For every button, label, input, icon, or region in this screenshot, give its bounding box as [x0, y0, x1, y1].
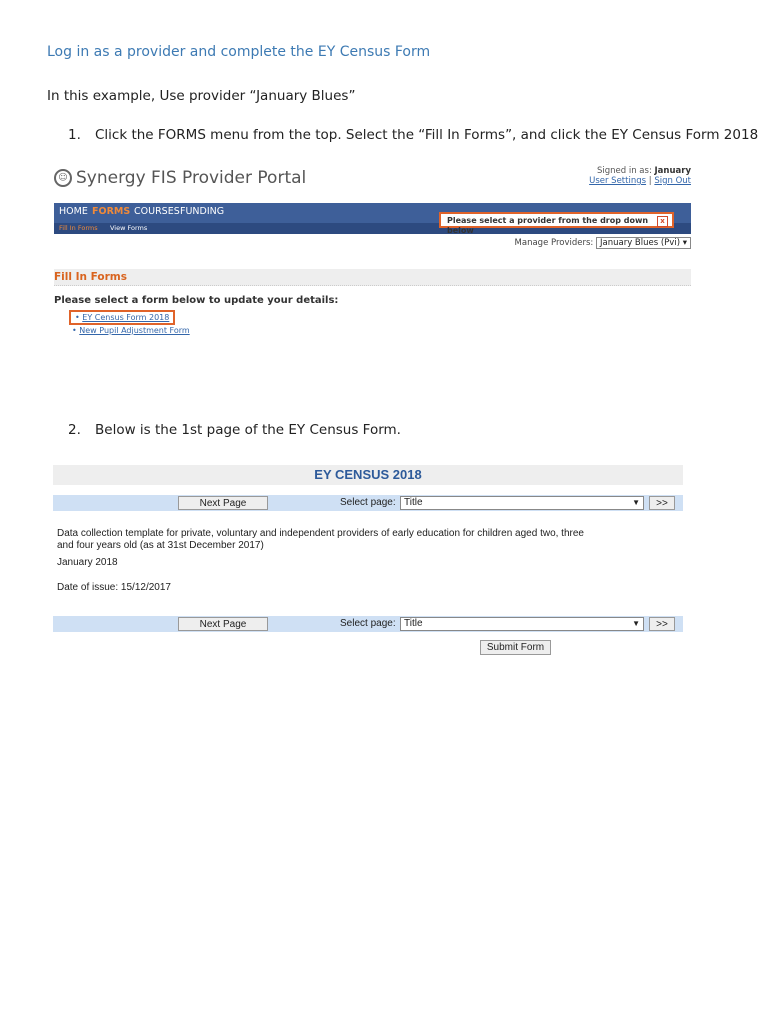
- section-heading: Log in as a provider and complete the EY Census Form: [47, 44, 431, 60]
- next-page-button[interactable]: Next Page: [178, 617, 268, 631]
- manage-providers-label: Manage Providers:: [514, 238, 594, 248]
- manage-providers: [515, 237, 691, 249]
- nav-forms[interactable]: FORMS: [92, 206, 131, 217]
- chevron-down-icon: ▼: [632, 619, 640, 628]
- signed-in-info: [589, 166, 691, 186]
- step-2: [68, 422, 401, 438]
- page-nav-bottom: [53, 616, 683, 632]
- step-1-text: Click the FORMS menu from the top. Select the “Fill In Forms”, and click the EY Census Form 2018: [95, 127, 759, 143]
- step-1-number: 1.: [68, 127, 81, 143]
- description-line-2: and four years old (as at 31st December 2017): [57, 540, 264, 551]
- census-title: EY CENSUS 2018: [53, 465, 683, 485]
- page-select[interactable]: Title ▼: [400, 617, 644, 631]
- sign-out-link[interactable]: Sign Out: [654, 176, 691, 186]
- subnav-view-forms[interactable]: View Forms: [110, 224, 148, 232]
- chevron-down-icon: ▾: [682, 238, 687, 248]
- description-line-1: Data collection template for private, voluntary and independent providers of early education for children aged two, three: [57, 528, 584, 539]
- portal-logo: [54, 168, 306, 188]
- nav-home[interactable]: HOME: [59, 206, 88, 217]
- submit-form-button[interactable]: Submit Form: [480, 640, 551, 655]
- nav-courses[interactable]: COURSES: [134, 206, 180, 217]
- portal-screenshot: [54, 160, 691, 350]
- logo-icon: ☺: [54, 169, 72, 187]
- step-2-number: 2.: [68, 422, 81, 438]
- go-button[interactable]: >>: [649, 496, 675, 510]
- signed-in-label: Signed in as:: [596, 166, 652, 176]
- fill-in-forms-title: Fill In Forms: [54, 269, 691, 286]
- user-settings-link[interactable]: User Settings: [589, 176, 647, 186]
- form-link-new-pupil[interactable]: • New Pupil Adjustment Form: [72, 326, 190, 335]
- close-icon[interactable]: x: [657, 216, 668, 227]
- go-button[interactable]: >>: [649, 617, 675, 631]
- intro-text: In this example, Use provider “January Blues”: [47, 88, 356, 104]
- form-link-ey-census[interactable]: • EY Census Form 2018: [72, 313, 172, 322]
- list-item: [72, 313, 190, 326]
- next-page-button[interactable]: Next Page: [178, 496, 268, 510]
- signed-in-user: January: [654, 166, 691, 176]
- page-select[interactable]: Title ▼: [400, 496, 644, 510]
- date-of-issue: Date of issue: 15/12/2017: [57, 582, 171, 593]
- nav-funding[interactable]: FUNDING: [180, 206, 225, 217]
- census-month: January 2018: [57, 557, 118, 568]
- chevron-down-icon: ▼: [632, 498, 640, 507]
- list-item: [72, 326, 190, 339]
- select-page-label: Select page:: [340, 618, 396, 629]
- form-instruction: Please select a form below to update your details:: [54, 295, 339, 306]
- census-description: [57, 528, 584, 552]
- page-nav-top: [53, 495, 683, 511]
- link-separator: |: [648, 176, 652, 186]
- subnav-fill-in-forms[interactable]: Fill In Forms: [59, 224, 98, 232]
- step-1: [68, 127, 758, 143]
- alert-text: Please select a provider from the drop down below: [447, 216, 649, 235]
- provider-alert: [439, 212, 674, 235]
- form-list: [72, 313, 190, 339]
- step-2-text: Below is the 1st page of the EY Census Form.: [95, 422, 401, 438]
- select-page-label: Select page:: [340, 497, 396, 508]
- provider-select[interactable]: January Blues (Pvi) ▾: [596, 237, 691, 249]
- portal-title: Synergy FIS Provider Portal: [76, 168, 307, 188]
